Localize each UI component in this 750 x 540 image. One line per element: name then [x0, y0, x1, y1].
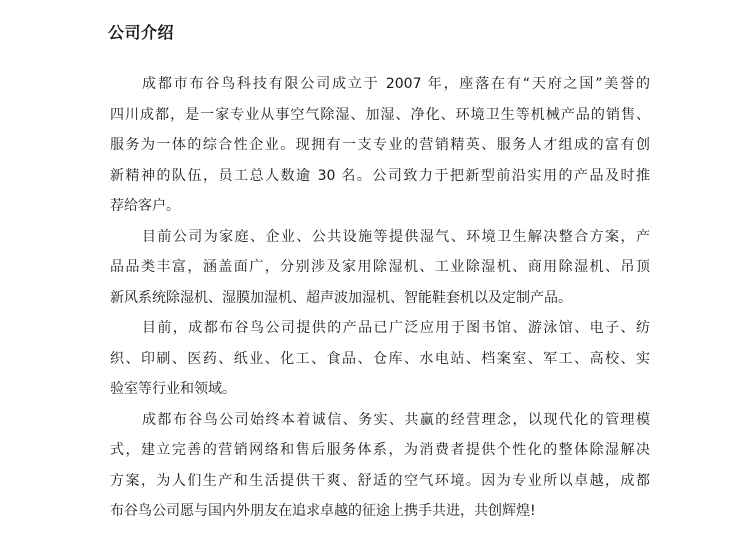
text-line: 式，建立完善的营销网络和售后服务体系，为消费者提供个性化的整体除湿解决 — [110, 442, 650, 458]
text-line: 成都市布谷鸟科技有限公司成立于 2007 年，座落在有“天府之国”美誉的 — [142, 76, 650, 92]
paragraph-applications — [110, 313, 650, 405]
text-line: 成都布谷鸟公司始终本着诚信、务实、共赢的经营理念，以现代化的管理模 — [142, 411, 650, 428]
text-line: 荐给客户。 — [110, 198, 180, 214]
text-line: 服务为一体的综合性企业。现拥有一支专业的营销精英、服务人才组成的富有创 — [110, 137, 650, 153]
text-line: 目前公司为家庭、企业、公共设施等提供湿气、环境卫生解决整合方案，产 — [142, 228, 650, 245]
text-line: 新精神的队伍，员工总人数逾 30 名。公司致力于把新型前沿实用的产品及时推 — [110, 167, 650, 184]
text-line: 四川成都，是一家专业从事空气除湿、加湿、净化、环境卫生等机械产品的销售、 — [110, 106, 650, 123]
text-line: 新风系统除湿机、湿膜加湿机、超声波加湿机、智能鞋套机以及定制产品。 — [110, 289, 572, 306]
paragraph-philosophy — [110, 405, 650, 527]
text-line: 品品类丰富，涵盖面广，分别涉及家用除湿机、工业除湿机、商用除湿机、吊顶 — [110, 259, 650, 275]
text-line: 验室等行业和领域。 — [110, 381, 236, 397]
text-line: 布谷鸟公司愿与国内外朋友在追求卓越的征途上携手共进，共创辉煌! — [110, 503, 536, 519]
page-title: 公司介绍 — [108, 23, 175, 42]
text-line: 织、印刷、医药、纸业、化工、食品、仓库、水电站、档案室、军工、高校、实 — [110, 350, 650, 367]
article-body — [110, 69, 650, 527]
text-line: 方案，为人们生产和生活提供干爽、舒适的空气环境。因为专业所以卓越，成都 — [110, 472, 650, 489]
paragraph-founding — [110, 69, 650, 222]
text-line: 目前，成都布谷鸟公司提供的产品已广泛应用于图书馆、游泳馆、电子、纺 — [142, 320, 650, 336]
paragraph-products — [110, 222, 650, 314]
